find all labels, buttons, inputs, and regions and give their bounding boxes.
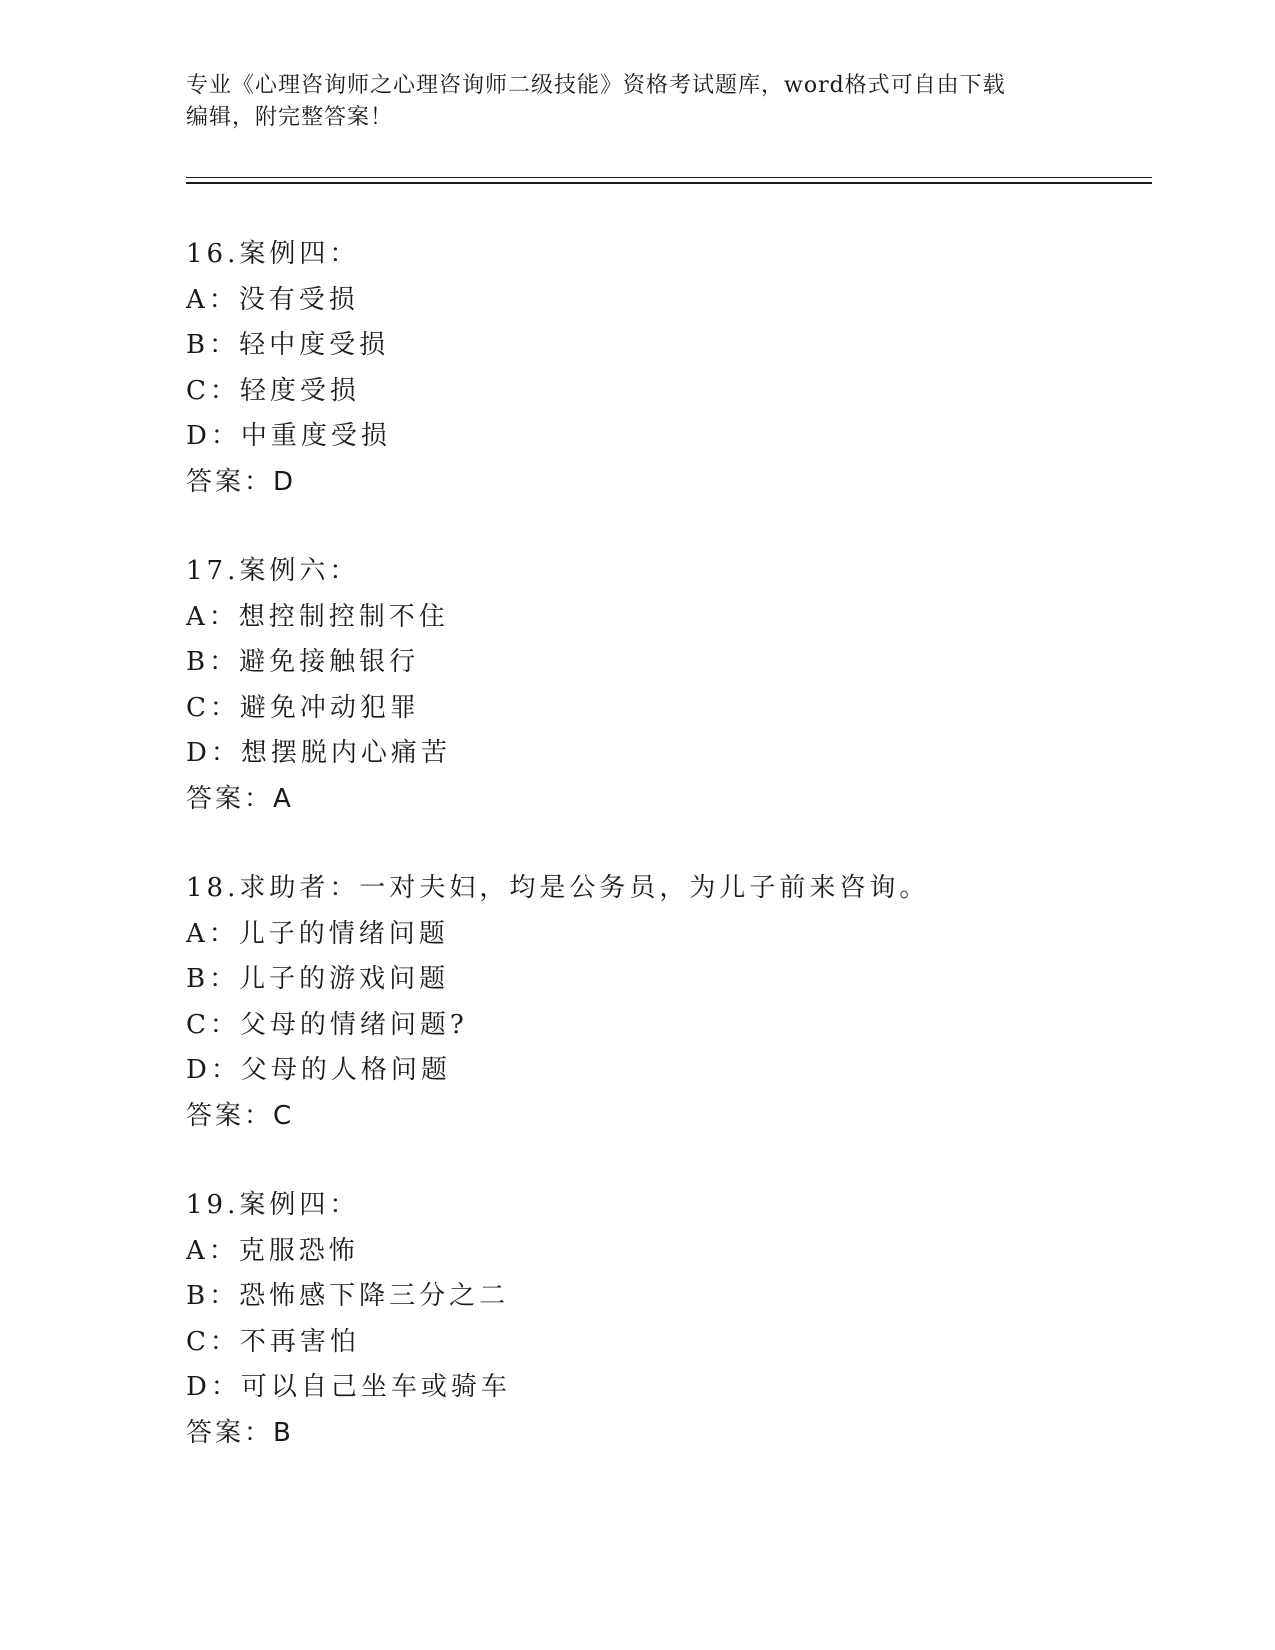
option-a: A：克服恐怖 [186,1235,359,1266]
question-list [186,232,1146,1500]
header-divider-thick [186,182,1152,184]
question-19 [186,1183,1146,1456]
header-line-1: 专业《心理咨询师之心理咨询师二级技能》资格考试题库，word格式可自由下载 [186,73,1006,98]
option-a: A：儿子的情绪问题 [186,918,449,949]
question-17 [186,549,1146,822]
option-c: C：父母的情绪问题? [186,1009,468,1040]
option-d: D：父母的人格问题 [186,1055,451,1085]
option-b: B：恐怖感下降三分之二 [186,1281,510,1311]
option-b: B：儿子的游戏问题 [186,964,450,994]
question-stem: 17.案例六： [186,556,360,586]
header-divider-thin [186,177,1152,178]
question-16 [186,232,1146,505]
option-d: D：中重度受损 [186,421,391,451]
option-b: B：避免接触银行 [186,647,420,677]
question-stem: 16.案例四： [186,239,360,269]
option-c: C：避免冲动犯罪 [186,692,420,723]
answer: 答案：D [186,466,297,497]
option-b: B：轻中度受损 [186,330,390,360]
header-line-2: 编辑，附完整答案！ [186,105,394,130]
option-c: C：轻度受损 [186,375,360,406]
document-header [186,70,1066,134]
question-stem: 18.求助者：一对夫妇，均是公务员，为儿子前来咨询。 [186,873,930,903]
option-a: A：没有受损 [186,284,359,315]
answer: 答案：C [186,1100,295,1131]
option-a: A：想控制控制不住 [186,601,449,632]
option-d: D：想摆脱内心痛苦 [186,738,451,768]
answer: 答案：A [186,783,294,814]
answer: 答案：B [186,1417,294,1448]
question-18 [186,866,1146,1139]
option-c: C：不再害怕 [186,1326,360,1357]
option-d: D：可以自己坐车或骑车 [186,1372,511,1402]
question-stem: 19.案例四： [186,1190,360,1220]
